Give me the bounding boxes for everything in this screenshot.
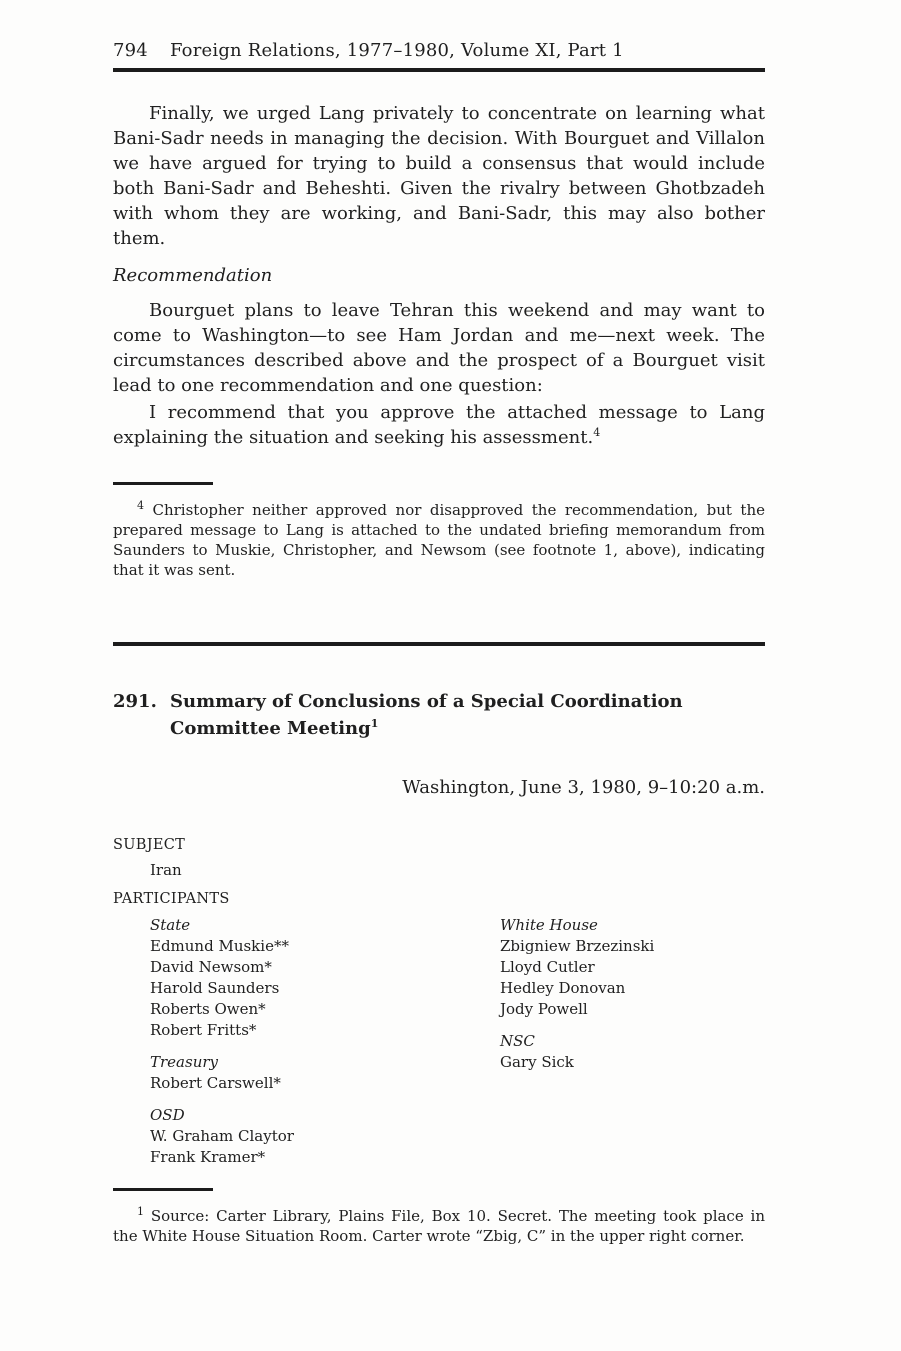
document-divider-rule	[113, 642, 765, 646]
footnote-reference-4: 4	[593, 426, 601, 439]
group-heading: Treasury	[150, 1053, 218, 1071]
participant-name: Lloyd Cutler	[500, 958, 595, 976]
footnote-1-text: Source: Carter Library, Plains File, Box 10. Secret. The meeting took place in the White House Situation Room. Carter wrote “Zbig, C” in the upper right corner.	[113, 1207, 765, 1245]
participants-column-left	[150, 915, 500, 1168]
participant-name: Roberts Owen*	[150, 1000, 266, 1018]
footnote-1-marker: 1	[137, 1205, 144, 1218]
participant-name: Gary Sick	[500, 1053, 574, 1071]
recommendation-heading: Recommendation	[113, 265, 273, 286]
document-291	[113, 688, 765, 1246]
group-heading: White House	[500, 916, 598, 934]
group-heading: State	[150, 916, 191, 934]
footnote-4-marker: 4	[137, 499, 144, 512]
footnote-1	[113, 1206, 765, 1246]
footnote-4-text: Christopher neither approved nor disapproved the recommendation, but the prepared message to Lang is attached to the undated briefing memorandum from Saunders to Muskie, Christopher, and Newsom (see footnote 1, above), indicating that it was sent.	[113, 501, 765, 579]
participant-name: Robert Fritts*	[150, 1021, 257, 1039]
dateline: Washington, June 3, 1980, 9–10:20 a.m.	[402, 777, 765, 798]
participant-group-nsc	[500, 1031, 765, 1073]
participant-name: Jody Powell	[500, 1000, 588, 1018]
participant-name: Zbigniew Brzezinski	[500, 937, 655, 955]
participants-label: PARTICIPANTS	[113, 891, 230, 907]
participants-column-right	[500, 915, 765, 1073]
footnote-separator	[113, 1188, 213, 1191]
footnote-separator	[113, 482, 213, 485]
participant-name: W. Graham Claytor	[150, 1127, 294, 1145]
paragraph-recommend	[113, 400, 765, 450]
participant-name: Harold Saunders	[150, 979, 280, 997]
participant-name: Robert Carswell*	[150, 1074, 281, 1092]
header-rule	[113, 68, 765, 72]
participant-name: Frank Kramer*	[150, 1148, 266, 1166]
paragraph-bourguet: Bourguet plans to leave Tehran this weekend and may want to come to Washington—to see Ham Jordan and me—next week. The circumstances described above and the prospect of a Bourguet visit lead to one recommendation and one question:	[113, 300, 765, 396]
document-number: 291.	[113, 691, 157, 712]
paragraph-finally: Finally, we urged Lang privately to concentrate on learning what Bani-Sadr needs in managing the decision. With Bourguet and Villalon we have argued for trying to build a consensus that would include both Bani-Sadr and Beheshti. Given the rivalry between Ghotbzadeh with whom they are working, and Bani-Sadr, this may also bother them.	[113, 103, 765, 249]
participant-group-osd	[150, 1105, 500, 1168]
footnote-4	[113, 500, 765, 580]
subject-label: SUBJECT	[113, 837, 186, 853]
document-heading	[113, 688, 765, 742]
page-number: 794	[113, 40, 148, 61]
page-header	[113, 40, 765, 72]
subject-value: Iran	[150, 861, 182, 879]
group-heading: NSC	[500, 1032, 535, 1050]
participant-name: Edmund Muskie**	[150, 937, 289, 955]
participant-group-white-house	[500, 915, 765, 1020]
participant-group-treasury	[150, 1052, 500, 1094]
participant-name: Hedley Donovan	[500, 979, 626, 997]
paragraph-recommend-text: I recommend that you approve the attached message to Lang explaining the situation and seeking his assessment.	[113, 402, 765, 448]
participant-name: David Newsom*	[150, 958, 272, 976]
group-heading: OSD	[150, 1106, 185, 1124]
document-290-body	[113, 101, 765, 580]
footnote-reference-1: 1	[370, 717, 379, 730]
participant-group-state	[150, 915, 500, 1041]
document-title-text: Summary of Conclusions of a Special Coordination Committee Meeting	[170, 691, 683, 739]
running-title: Foreign Relations, 1977–1980, Volume XI, Part 1	[169, 40, 624, 61]
participants-columns	[150, 915, 765, 1168]
running-head	[113, 40, 765, 61]
document-title	[170, 688, 695, 742]
